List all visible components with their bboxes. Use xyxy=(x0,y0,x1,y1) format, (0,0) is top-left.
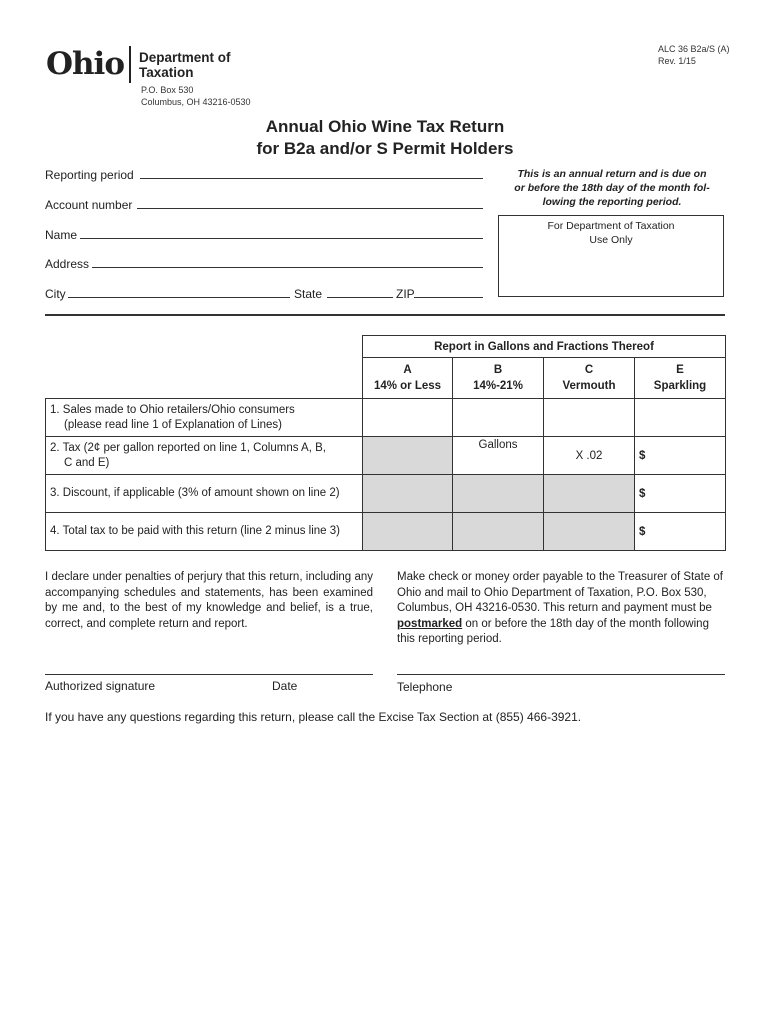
line-3-label: 3. Discount, if applicable (3% of amount shown on line 2) xyxy=(46,475,363,513)
line-2-rate-cell xyxy=(544,437,635,475)
state-field[interactable] xyxy=(327,297,393,298)
column-description: 14% or Less xyxy=(373,380,442,392)
form-number: ALC 36 B2a/S (A) xyxy=(658,44,730,54)
tax-rate: X .02 xyxy=(575,449,603,462)
questions-footer: If you have any questions regarding this return, please call the Excise Tax Section at (855) 466-3921. xyxy=(45,710,582,724)
zip-label: ZIP xyxy=(396,287,415,301)
line-4-column-c-shaded xyxy=(544,513,635,551)
account-number-label: Account number xyxy=(45,198,133,212)
payment-instructions xyxy=(397,570,725,648)
signature-date-line[interactable] xyxy=(45,674,373,675)
mailing-address xyxy=(141,84,251,108)
payment-text-after: on or before the 18th day of the month following this reporting period. xyxy=(397,617,709,645)
perjury-declaration: I declare under penalties of perjury that this return, including any accompanying schedules and statements, has been examined by me and, to the best of my knowledge and belief, is a true, correct, and complete return and report. xyxy=(45,571,373,630)
notice-line-3: lowing the reporting period. xyxy=(542,196,682,208)
city-label: City xyxy=(45,287,66,301)
line-1-text: 1. Sales made to Ohio retailers/Ohio consumers xyxy=(50,403,295,416)
account-number-field[interactable] xyxy=(137,208,483,209)
line-2-tax-amount[interactable] xyxy=(635,437,726,475)
dept-use-line-2: Use Only xyxy=(589,234,633,246)
form-revision: Rev. 1/15 xyxy=(658,56,696,66)
dollar-sign: $ xyxy=(639,487,646,500)
line-3-column-a-shaded xyxy=(363,475,453,513)
title-line-1: Annual Ohio Wine Tax Return xyxy=(265,117,505,136)
due-date-notice xyxy=(497,167,727,209)
gallons-label: Gallons xyxy=(478,439,518,451)
payment-text-before: Make check or money order payable to the Treasurer of State of Ohio and mail to Ohio Department of Taxation, P.O. Box 530, Columbus, OH 43216-0530. This return and payment must be xyxy=(397,571,724,614)
authorized-signature-label: Authorized signature xyxy=(45,679,156,693)
reporting-period-label: Reporting period xyxy=(45,168,134,182)
line-1-column-a-input[interactable] xyxy=(363,399,453,437)
notice-line-1: This is an annual return and is due on xyxy=(517,168,707,180)
notice-line-2: or before the 18th day of the month fol- xyxy=(514,182,710,194)
table-row-line-2 xyxy=(46,437,726,475)
title-line-2: for B2a and/or S Permit Holders xyxy=(256,139,514,158)
line-1-column-c-input[interactable] xyxy=(544,399,635,437)
section-divider xyxy=(45,314,725,316)
line-4-label: 4. Total tax to be paid with this return (line 2 minus line 3) xyxy=(46,513,363,551)
line-2-column-a-shaded xyxy=(363,437,453,475)
column-letter: E xyxy=(676,364,684,376)
address-field[interactable] xyxy=(92,267,483,268)
column-letter: A xyxy=(403,364,412,376)
dollar-sign: $ xyxy=(639,449,646,462)
department-line-1: Department of xyxy=(139,50,231,65)
form-title xyxy=(0,116,770,160)
table-main-header: Report in Gallons and Fractions Thereof xyxy=(363,336,726,358)
date-label: Date xyxy=(272,679,298,693)
line-4-column-a-shaded xyxy=(363,513,453,551)
line-3-discount-amount[interactable] xyxy=(635,475,726,513)
name-field[interactable] xyxy=(80,238,483,239)
telephone-label: Telephone xyxy=(397,680,453,694)
department-use-box xyxy=(498,215,724,297)
address-line-2: Columbus, OH 43216-0530 xyxy=(141,97,251,107)
table-row-line-4 xyxy=(46,513,726,551)
column-description: Sparkling xyxy=(653,380,707,392)
zip-field[interactable] xyxy=(414,297,483,298)
line-3-column-c-shaded xyxy=(544,475,635,513)
postmarked-emphasis: postmarked xyxy=(397,617,463,630)
dollar-sign: $ xyxy=(639,525,646,538)
name-label: Name xyxy=(45,228,78,242)
column-letter: C xyxy=(584,364,594,376)
line-3-column-b-shaded xyxy=(453,475,544,513)
line-2-text: 2. Tax (2¢ per gallon reported on line 1, Columns A, B, xyxy=(50,441,326,454)
address-line-1: P.O. Box 530 xyxy=(141,85,194,95)
line-2-label xyxy=(46,437,363,475)
address-label: Address xyxy=(45,257,90,271)
ohio-logo: Ohio xyxy=(46,46,124,82)
column-letter: B xyxy=(493,364,503,376)
department-line-2: Taxation xyxy=(139,65,194,80)
column-header-a xyxy=(363,358,453,399)
department-name xyxy=(139,50,231,80)
column-description: 14%-21% xyxy=(473,380,523,392)
column-header-c xyxy=(544,358,635,399)
table-row-line-3 xyxy=(46,475,726,513)
form-number-block xyxy=(658,43,730,67)
line-1-column-e-input[interactable] xyxy=(635,399,726,437)
table-header-row xyxy=(46,336,726,358)
tax-table xyxy=(45,335,726,551)
line-2-subtext: C and E) xyxy=(64,456,110,469)
telephone-line[interactable] xyxy=(397,674,725,675)
column-header-row xyxy=(46,358,726,399)
line-4-column-b-shaded xyxy=(453,513,544,551)
line-1-column-b-input[interactable] xyxy=(453,399,544,437)
line-1-subtext: (please read line 1 of Explanation of Lines) xyxy=(64,418,283,431)
line-2-column-b-gallons[interactable] xyxy=(453,437,544,475)
state-label: State xyxy=(294,287,323,301)
column-description: Vermouth xyxy=(562,380,616,392)
column-header-e xyxy=(635,358,726,399)
reporting-period-field[interactable] xyxy=(140,178,483,179)
dept-use-line-1: For Department of Taxation xyxy=(547,220,675,232)
column-header-b xyxy=(453,358,544,399)
table-row-line-1 xyxy=(46,399,726,437)
logo-divider xyxy=(129,46,131,83)
line-1-label xyxy=(46,399,363,437)
city-field[interactable] xyxy=(68,297,290,298)
line-4-total-amount[interactable] xyxy=(635,513,726,551)
